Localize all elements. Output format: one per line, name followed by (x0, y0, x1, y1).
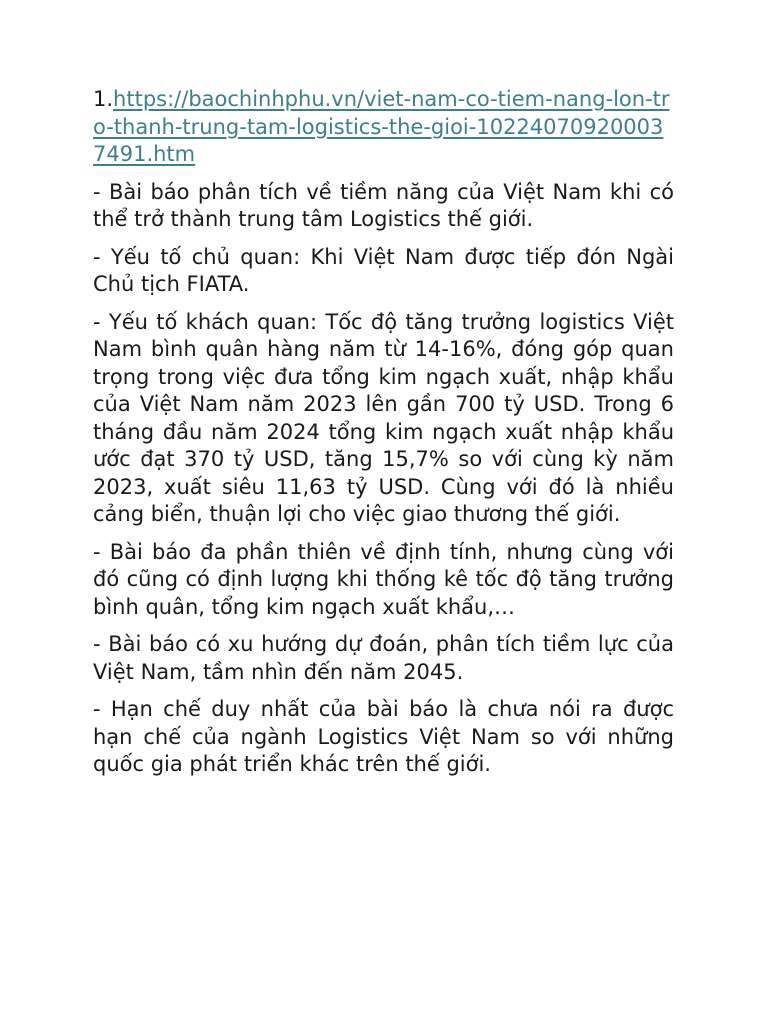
reference-number: 1. (93, 87, 114, 111)
paragraph-subjective-factor: - Yếu tố chủ quan: Khi Việt Nam được tiếp đón Ngài Chủ tịch FIATA. (93, 244, 674, 296)
document-page (93, 86, 674, 789)
paragraph-forecast: - Bài báo có xu hướng dự đoán, phân tích tiềm lực của Việt Nam, tầm nhìn đến năm 2045. (93, 632, 674, 684)
paragraph-limitation: - Hạn chế duy nhất của bài báo là chưa nói ra được hạn chế của ngành Logistics Việt Nam so với những quốc gia phát triển khác trên thế giới. (93, 697, 674, 776)
paragraph-qualitative-quantitative: - Bài báo đa phần thiên về định tính, nhưng cùng với đó cũng có định lượng khi thống kê tốc độ tăng trưởng bình quân, tổng kim ngạch xuất khẩu,… (93, 539, 674, 619)
reference-link[interactable]: https://baochinhphu.vn/viet-nam-co-tiem-nang-lon-tro-thanh-trung-tam-logistics-the-gioi-102240709200037491.htm (93, 87, 670, 166)
paragraph-summary: - Bài báo phân tích về tiềm năng của Việt Nam khi có thể trở thành trung tâm Logistics thế giới. (93, 179, 674, 231)
reference-line (93, 86, 674, 169)
paragraph-objective-factor: - Yếu tố khách quan: Tốc độ tăng trưởng logistics Việt Nam bình quân hàng năm từ 14-16%, đóng góp quan trọng trong việc đưa tổng kim ngạch xuất, nhập khẩu của Việt Nam năm 2023 lên gần 700 tỷ USD. Trong 6 tháng đầu năm 2024 tổng kim ngạch xuất nhập khẩu ước đạt 370 tỷ USD, tăng 15,7% so với cùng kỳ năm 2023, xuất siêu 11,63 tỷ USD. Cùng với đó là nhiều cảng biển, thuận lợi cho việc giao thương thế giới. (93, 309, 674, 526)
